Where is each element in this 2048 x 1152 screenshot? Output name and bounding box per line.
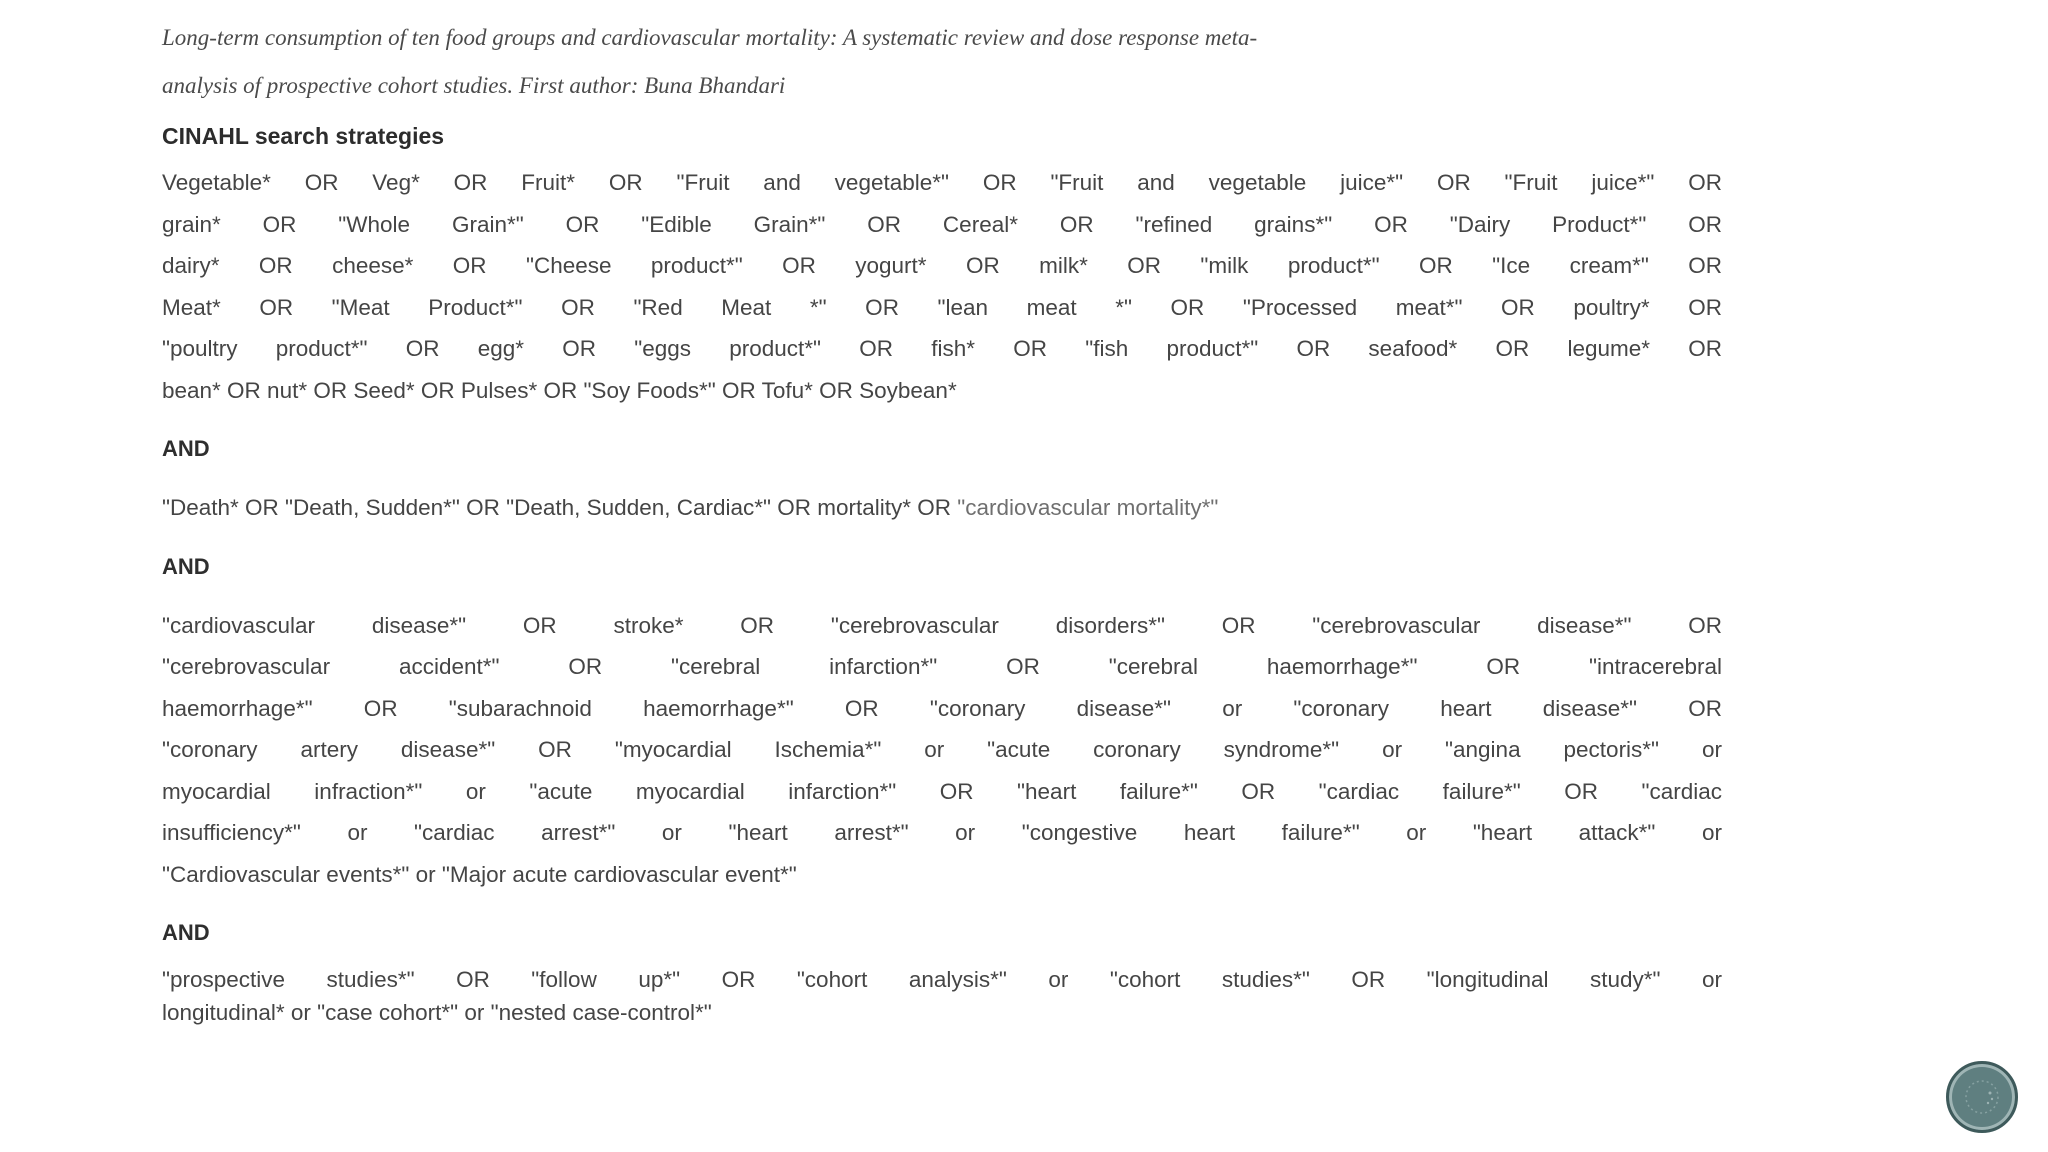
cvd-search-terms bbox=[162, 605, 1722, 896]
text-line: haemorrhage*" OR "subarachnoid haemorrhage*" OR "coronary disease*" or "coronary heart disease*" OR bbox=[162, 695, 1722, 721]
study-design-search-terms bbox=[162, 963, 1722, 1029]
circle-nav-icon bbox=[1962, 1077, 2002, 1117]
text-line: bean* OR nut* OR Seed* OR Pulses* OR "Soy Foods*" OR Tofu* OR Soybean* bbox=[162, 377, 957, 403]
citation-line-2: analysis of prospective cohort studies. First author: Buna Bhandari bbox=[162, 73, 786, 98]
and-operator-3: AND bbox=[162, 920, 210, 945]
text-line: "cardiovascular disease*" OR stroke* OR "cerebrovascular disorders*" OR "cerebrovascular disease*" OR bbox=[162, 612, 1722, 638]
and-operator-2: AND bbox=[162, 553, 210, 579]
mortality-terms: "Death* OR "Death, Sudden*" OR "Death, Sudden, Cardiac*" OR mortality* OR bbox=[162, 495, 958, 520]
food-search-terms bbox=[162, 162, 1722, 411]
text-line: grain* OR "Whole Grain*" OR "Edible Grain*" OR Cereal* OR "refined grains*" OR "Dairy Product*" OR bbox=[162, 211, 1722, 237]
text-line: "cerebrovascular accident*" OR "cerebral infarction*" OR "cerebral haemorrhage*" OR "intracerebral bbox=[162, 654, 1722, 679]
section-title: CINAHL search strategies bbox=[162, 123, 445, 149]
citation-line-1: Long-term consumption of ten food groups and cardiovascular mortality: A systematic review and dose response meta- bbox=[162, 25, 1258, 50]
text-line bbox=[162, 487, 1722, 529]
text-line: "prospective studies*" OR "follow up*" OR "cohort analysis*" or "cohort studies*" OR "longitudinal study*" or bbox=[162, 967, 1722, 992]
text-line: "Cardiovascular events*" or "Major acute cardiovascular event*" bbox=[162, 861, 797, 887]
slide-nav-button[interactable] bbox=[1946, 1061, 2018, 1133]
text-line: "coronary artery disease*" OR "myocardial Ischemia*" or "acute coronary syndrome*" or "angina pectoris*" or bbox=[162, 737, 1722, 762]
text-line: dairy* OR cheese* OR "Cheese product*" OR yogurt* OR milk* OR "milk product*" OR "Ice cream*" OR bbox=[162, 253, 1722, 278]
text-line: myocardial infraction*" or "acute myocardial infarction*" OR "heart failure*" OR "cardiac failure*" OR "cardiac bbox=[162, 778, 1722, 804]
text-line: insufficiency*" or "cardiac arrest*" or "heart arrest*" or "congestive heart failure*" or "heart attack*" or bbox=[162, 820, 1722, 845]
mortality-terms-faded: "cardiovascular mortality*" bbox=[957, 495, 1219, 520]
and-operator-1: AND bbox=[162, 436, 210, 461]
document-page bbox=[162, 14, 1722, 1029]
text-line: Vegetable* OR Veg* OR Fruit* OR "Fruit and vegetable*" OR "Fruit and vegetable juice*" OR "Fruit juice*" OR bbox=[162, 170, 1722, 195]
text-line: longitudinal* or "case cohort*" or "nested case-control*" bbox=[162, 1000, 712, 1025]
text-line: "poultry product*" OR egg* OR "eggs product*" OR fish* OR "fish product*" OR seafood* OR legume* OR bbox=[162, 336, 1722, 361]
text-line: Meat* OR "Meat Product*" OR "Red Meat *" OR "lean meat *" OR "Processed meat*" OR poultry* OR bbox=[162, 294, 1722, 320]
mortality-search-terms bbox=[162, 487, 1722, 529]
